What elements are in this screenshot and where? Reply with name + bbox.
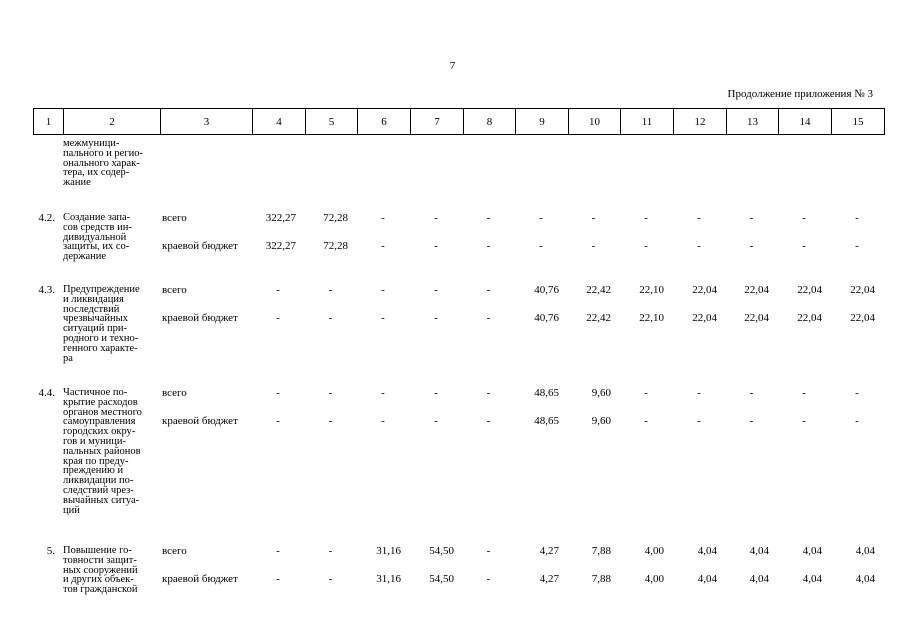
funding-source-label: краевой бюджет: [162, 312, 238, 324]
description-line: ситуаций при-: [63, 323, 127, 335]
column-header-10: 10: [569, 109, 621, 135]
table-cell: -: [644, 415, 648, 427]
table-cell: 22,04: [850, 312, 875, 324]
description-line: сов средств ин-: [63, 221, 132, 233]
table-cell: 48,65: [534, 415, 559, 427]
table-cell: 40,76: [534, 284, 559, 296]
description-line: пального и регио-: [63, 147, 144, 159]
page-number: 7: [449, 60, 456, 72]
column-header-6: 6: [358, 109, 411, 135]
column-header-7: 7: [411, 109, 464, 135]
table-cell: -: [276, 387, 280, 399]
table-cell: -: [697, 387, 701, 399]
table-cell: -: [644, 212, 648, 224]
column-header-13: 13: [727, 109, 779, 135]
header-row: [34, 109, 885, 135]
table-cell: -: [486, 387, 491, 399]
description-line: ций: [63, 504, 80, 516]
column-header-14: 14: [779, 109, 832, 135]
table-cell: -: [434, 212, 438, 224]
table-cell: -: [381, 415, 385, 427]
row-description: [63, 546, 159, 595]
description-line: родного и техно-: [63, 332, 139, 344]
column-header-1: 1: [34, 109, 64, 135]
table-cell: -: [328, 415, 333, 427]
table-cell: -: [434, 284, 438, 296]
description-line: края по преду-: [63, 455, 129, 467]
table-cell: -: [697, 212, 701, 224]
description-line: тов гражданской: [63, 584, 138, 596]
table-cell: 22,04: [797, 284, 822, 296]
table-cell: -: [697, 240, 701, 252]
table-cell: 4,04: [697, 573, 717, 585]
description-line: вычайных ситуа-: [63, 494, 140, 506]
table-cell: -: [434, 387, 438, 399]
table-cell: -: [328, 387, 333, 399]
table-cell: -: [328, 312, 333, 324]
table-cell: 22,04: [797, 312, 822, 324]
column-header-table: [33, 108, 885, 135]
column-header-3: 3: [161, 109, 253, 135]
description-line: чрезвычайных: [63, 313, 128, 325]
description-line: следствий чрез-: [63, 484, 134, 496]
table-cell: -: [381, 240, 385, 252]
table-cell: -: [644, 240, 648, 252]
table-cell: -: [381, 312, 385, 324]
table-cell: 4,04: [697, 545, 717, 557]
description-line: пальных районов: [63, 445, 141, 457]
description-line: крытие расходов: [63, 396, 138, 408]
description-line: тера, их содер-: [63, 167, 130, 179]
column-header-8: 8: [464, 109, 516, 135]
table-cell: -: [381, 284, 385, 296]
table-cell: 4,04: [802, 573, 822, 585]
row-number: 4.4.: [38, 387, 55, 399]
funding-source-label: краевой бюджет: [162, 240, 238, 252]
column-header-5: 5: [306, 109, 358, 135]
table-cell: -: [855, 212, 859, 224]
table-cell: -: [276, 415, 280, 427]
table-cell: 4,00: [644, 573, 664, 585]
table-cell: -: [486, 312, 491, 324]
table-cell: -: [486, 284, 491, 296]
table-cell: 22,04: [744, 312, 769, 324]
description-line: Частичное по-: [63, 387, 128, 398]
description-line: дивидуальной: [63, 231, 127, 243]
table-cell: -: [802, 240, 806, 252]
table-cell: 9,60: [591, 387, 611, 399]
table-cell: 4,04: [749, 545, 769, 557]
table-cell: -: [749, 240, 754, 252]
table-cell: 22,42: [586, 312, 611, 324]
row-description: [63, 285, 159, 363]
table-cell: 72,28: [323, 212, 348, 224]
table-cell: 4,04: [855, 545, 875, 557]
table-cell: 22,04: [692, 284, 717, 296]
table-cell: -: [328, 573, 333, 585]
table-cell: 7,88: [591, 545, 611, 557]
continuation-description: [63, 139, 159, 188]
description-line: жание: [63, 177, 91, 189]
table-cell: 4,04: [802, 545, 822, 557]
table-cell: -: [644, 387, 648, 399]
funding-source-label: краевой бюджет: [162, 573, 238, 585]
row-description: [63, 213, 159, 262]
table-cell: 22,04: [692, 312, 717, 324]
funding-source-label: краевой бюджет: [162, 415, 238, 427]
description-line: товности защит-: [63, 554, 137, 566]
table-cell: -: [328, 545, 333, 557]
table-cell: 322,27: [265, 212, 296, 224]
table-cell: -: [697, 415, 701, 427]
table-cell: -: [802, 212, 806, 224]
table-cell: 9,60: [591, 415, 611, 427]
table-cell: -: [434, 312, 438, 324]
table-cell: -: [802, 415, 806, 427]
table-cell: 54,50: [429, 573, 454, 585]
description-line: преждению и: [63, 465, 124, 477]
row-number: 4.2.: [38, 212, 55, 224]
description-line: ра: [63, 352, 73, 364]
table-cell: -: [486, 573, 491, 585]
funding-source-label: всего: [162, 212, 187, 224]
table-cell: 72,28: [323, 240, 348, 252]
table-cell: 7,88: [591, 573, 611, 585]
table-cell: -: [591, 240, 596, 252]
table-cell: -: [749, 212, 754, 224]
description-line: держание: [63, 251, 107, 263]
description-line: защиты, их со-: [63, 241, 130, 253]
description-line: генного характе-: [63, 342, 138, 354]
description-line: и ликвидация: [63, 293, 124, 305]
table-cell: -: [276, 573, 280, 585]
column-header-4: 4: [253, 109, 306, 135]
description-line: самоуправления: [63, 416, 136, 428]
funding-source-label: всего: [162, 387, 187, 399]
table-cell: 22,10: [639, 312, 664, 324]
table-cell: -: [855, 387, 859, 399]
column-header-15: 15: [832, 109, 885, 135]
table-cell: 4,27: [539, 573, 559, 585]
description-line: городских окру-: [63, 426, 136, 438]
row-number: 4.3.: [38, 284, 55, 296]
table-cell: -: [486, 415, 491, 427]
column-header-2: 2: [64, 109, 161, 135]
description-line: Предупреждение: [63, 284, 140, 295]
appendix-note: Продолжение приложения № 3: [727, 88, 873, 100]
table-cell: -: [276, 312, 280, 324]
table-cell: -: [276, 284, 280, 296]
table-cell: 22,04: [744, 284, 769, 296]
description-line: гов и муници-: [63, 435, 126, 447]
table-cell: -: [749, 387, 754, 399]
table-cell: -: [539, 240, 543, 252]
table-cell: -: [749, 415, 754, 427]
table-cell: -: [486, 240, 491, 252]
table-cell: 54,50: [429, 545, 454, 557]
table-cell: 48,65: [534, 387, 559, 399]
table-cell: 22,42: [586, 284, 611, 296]
column-header-12: 12: [674, 109, 727, 135]
row-description: [63, 388, 159, 515]
table-cell: 322,27: [265, 240, 296, 252]
table-cell: -: [855, 415, 859, 427]
table-cell: 4,04: [855, 573, 875, 585]
table-cell: -: [486, 212, 491, 224]
description-line: ных сооружений: [63, 564, 138, 576]
table-cell: -: [539, 212, 543, 224]
table-cell: 22,10: [639, 284, 664, 296]
description-line: межмуници-: [63, 138, 120, 149]
table-cell: -: [802, 387, 806, 399]
table-cell: 31,16: [376, 545, 401, 557]
description-line: органов местного: [63, 406, 142, 418]
table-cell: 31,16: [376, 573, 401, 585]
table-cell: -: [486, 545, 491, 557]
column-header-9: 9: [516, 109, 569, 135]
table-cell: -: [434, 415, 438, 427]
funding-source-label: всего: [162, 545, 187, 557]
description-line: Создание запа-: [63, 212, 131, 223]
table-cell: -: [276, 545, 280, 557]
table-cell: -: [855, 240, 859, 252]
description-line: и других объек-: [63, 574, 134, 586]
table-cell: 40,76: [534, 312, 559, 324]
table-cell: 22,04: [850, 284, 875, 296]
row-number: 5.: [46, 545, 55, 557]
table-cell: 4,00: [644, 545, 664, 557]
description-line: ликвидации по-: [63, 475, 134, 487]
table-cell: -: [381, 387, 385, 399]
description-line: последствий: [63, 303, 120, 315]
table-cell: -: [381, 212, 385, 224]
funding-source-label: всего: [162, 284, 187, 296]
description-line: онального харак-: [63, 157, 140, 169]
table-cell: 4,04: [749, 573, 769, 585]
column-header-11: 11: [621, 109, 674, 135]
table-cell: -: [591, 212, 596, 224]
description-line: Повышение го-: [63, 545, 132, 556]
table-cell: 4,27: [539, 545, 559, 557]
table-cell: -: [434, 240, 438, 252]
table-cell: -: [328, 284, 333, 296]
